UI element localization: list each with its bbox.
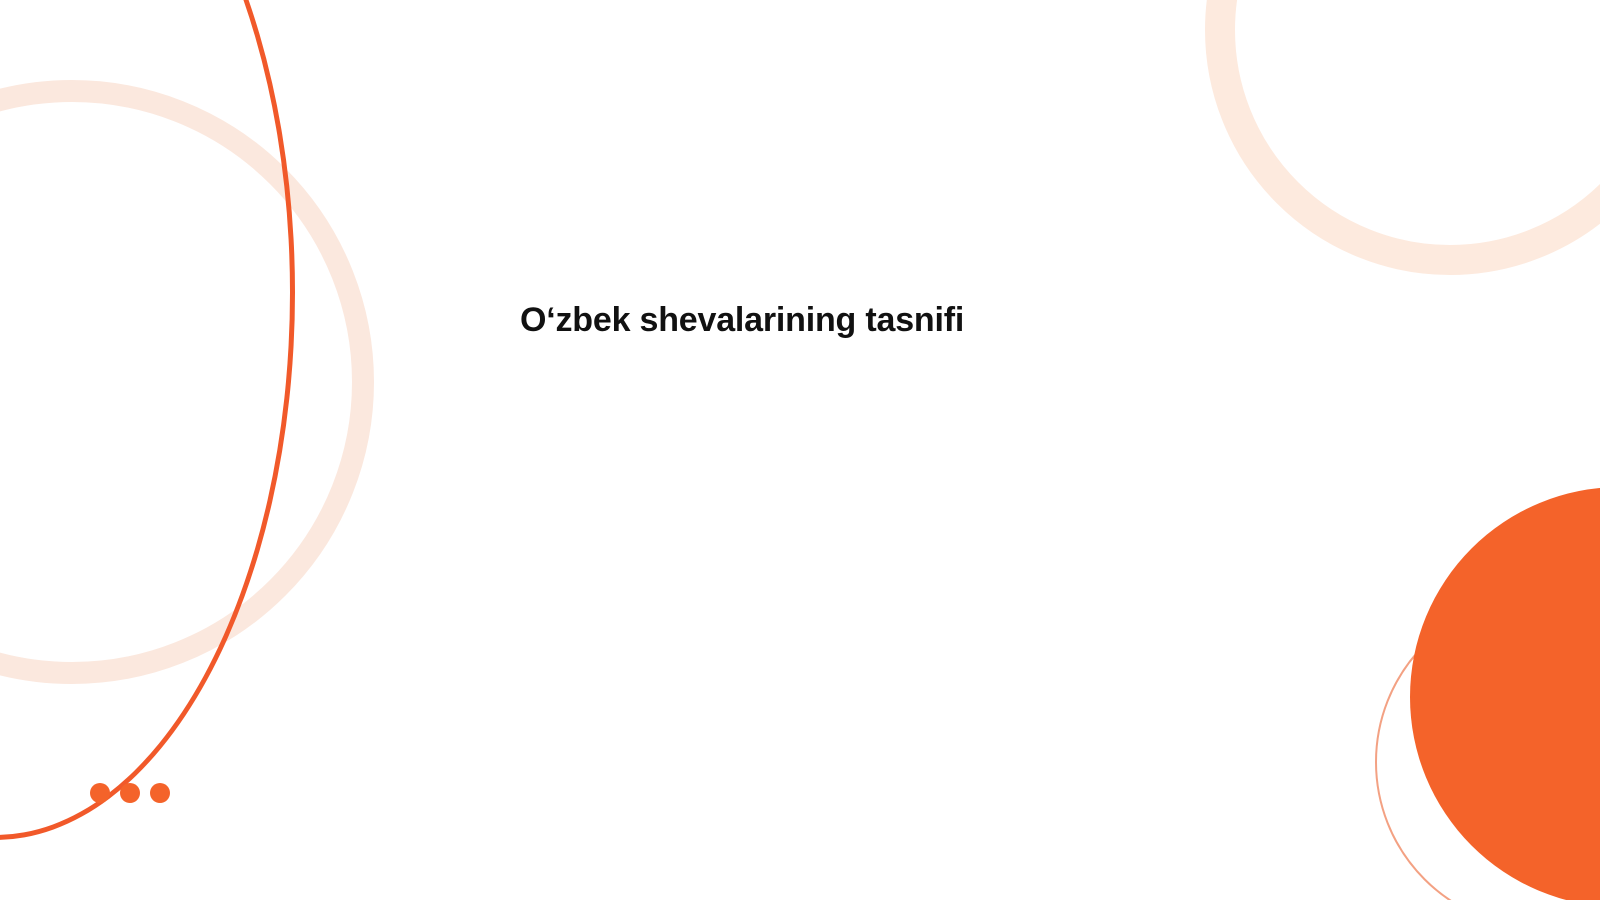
pale-ring-topright-decoration <box>1205 0 1600 275</box>
slide-title: O‘zbek shevalarining tasnifi <box>520 300 965 339</box>
orange-arc-left-decoration <box>0 0 295 840</box>
pale-ring-left-decoration <box>0 80 374 684</box>
dot-2 <box>120 783 140 803</box>
dot-3 <box>150 783 170 803</box>
dot-group <box>90 783 170 803</box>
orange-disc-bottomright-decoration <box>1410 487 1600 900</box>
dot-1 <box>90 783 110 803</box>
thin-arc-bottomright-decoration <box>1375 595 1600 900</box>
